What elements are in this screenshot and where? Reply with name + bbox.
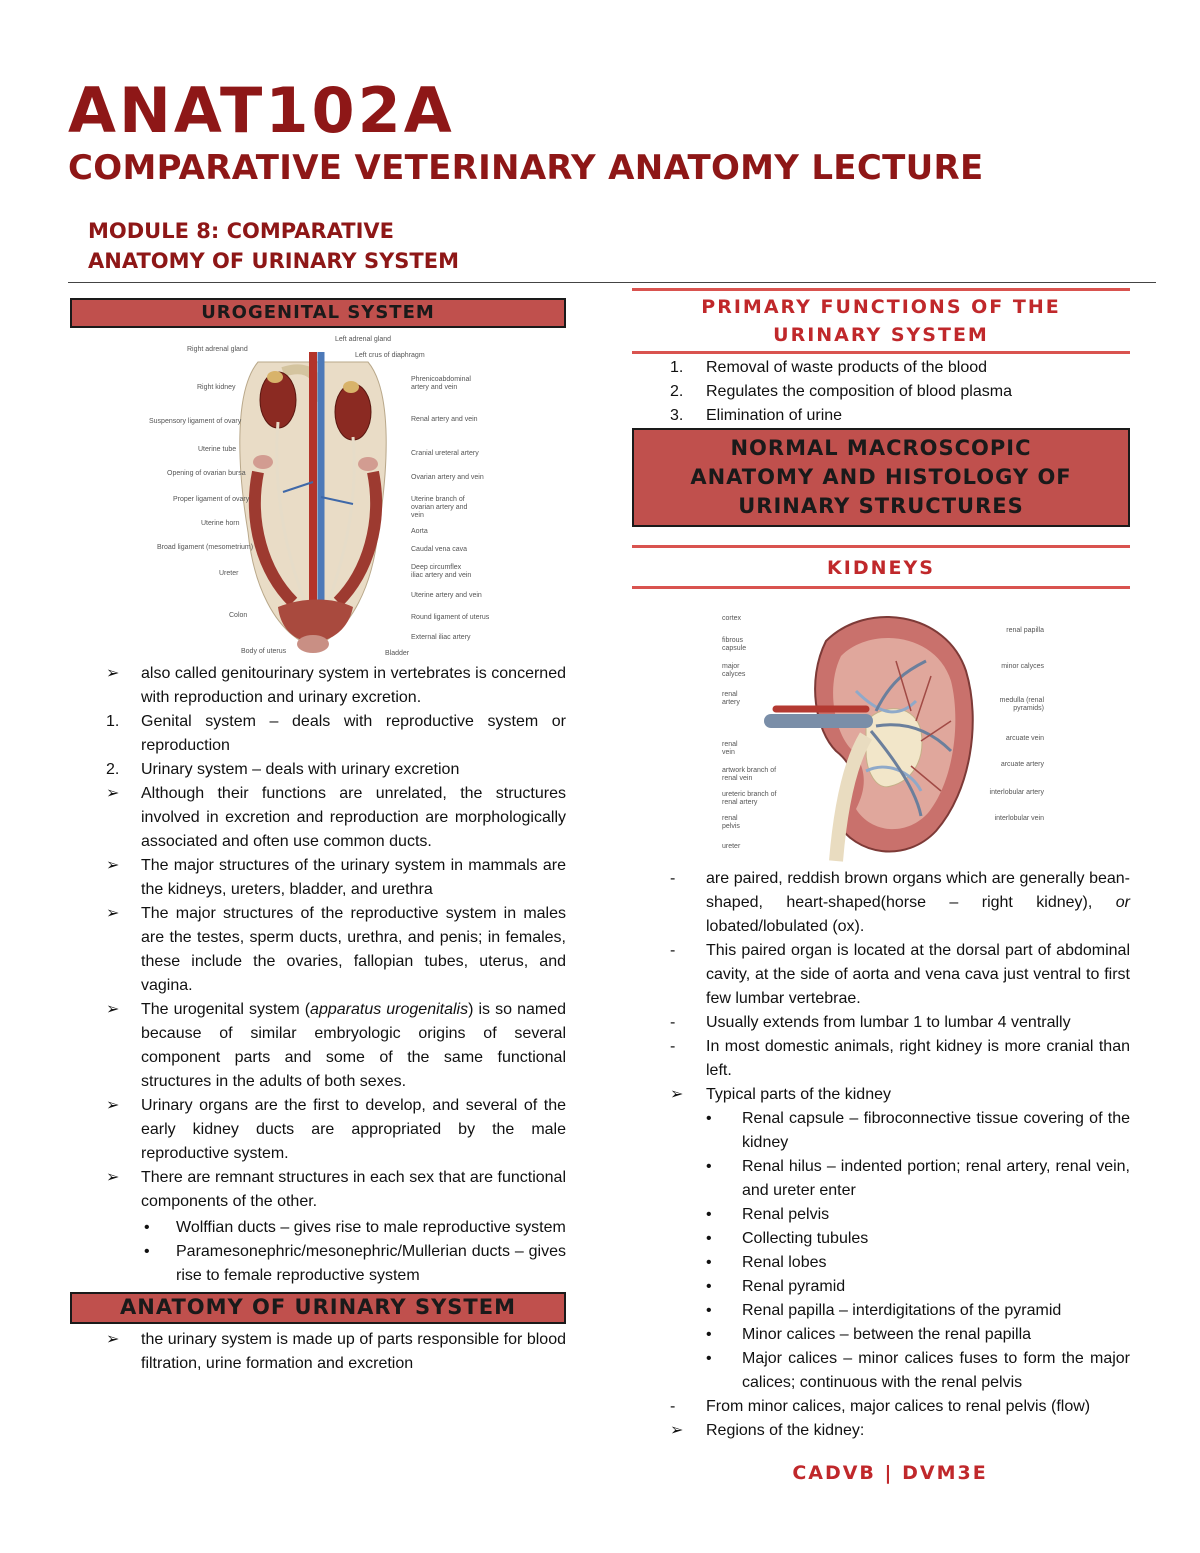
list-item	[632, 1011, 1130, 1035]
kidney-label-renal-vein: renal vein	[722, 741, 738, 756]
kidney-label-ureteric-branch: ureteric branch of renal artery	[722, 791, 777, 806]
list-item-text: Renal capsule – fibroconnective tissue covering of the kidney	[742, 1110, 1130, 1151]
list-item-text: Usually extends from lumbar 1 to lumbar 4 ventrally	[706, 1014, 1071, 1031]
bullet-marker: ➢	[106, 1001, 120, 1018]
dot-marker: •	[144, 1219, 150, 1236]
list-item	[70, 758, 566, 782]
kidney-label-renal-artery: renal artery	[722, 691, 740, 706]
list-item	[632, 1203, 1130, 1227]
fig-label-body-of-uterus: Body of uterus	[241, 648, 287, 655]
functions-heading-line-2: URINARY SYSTEM	[773, 324, 989, 346]
list-item-text: Collecting tubules	[742, 1230, 869, 1247]
list-item	[632, 939, 1130, 1011]
list-item	[632, 1419, 1130, 1443]
fig-label-uterine-tube: Uterine tube	[198, 446, 237, 453]
fig-label-right-adrenal: Right adrenal gland	[187, 346, 248, 353]
kidney-label-renal-papilla: renal papilla	[1006, 627, 1044, 634]
fig-label-deep-circumflex: Deep circumflex iliac artery and vein	[411, 564, 472, 579]
kidney-label-arcuate-artery: arcuate artery	[1000, 761, 1044, 768]
list-item-text: Regulates the composition of blood plasma	[706, 383, 1012, 400]
list-item	[632, 1035, 1130, 1083]
fig-label-left-crus: Left crus of diaphragm	[355, 352, 425, 359]
list-item	[70, 1216, 566, 1240]
fig-label-ovarian-bursa: Opening of ovarian bursa	[167, 470, 246, 477]
list-item	[70, 662, 566, 710]
functions-list	[632, 356, 1130, 428]
fig-label-proper-ligament: Proper ligament of ovary	[173, 496, 250, 503]
normal-heading-line-1: NORMAL MACROSCOPIC	[730, 436, 1032, 460]
list-item	[632, 1083, 1130, 1107]
kidney-label-minor-calyces: minor calyces	[1001, 663, 1044, 670]
functions-heading-line-1: PRIMARY FUNCTIONS OF THE	[701, 296, 1061, 318]
fig-label-uterine-horn: Uterine horn	[201, 520, 240, 527]
dash-marker: -	[670, 1398, 676, 1415]
kidney-illustration	[716, 601, 1046, 863]
list-item-text: Renal lobes	[742, 1254, 827, 1271]
bullet-marker: ➢	[106, 905, 120, 922]
kidney-label-arcuate-vein: arcuate vein	[1005, 735, 1044, 742]
normal-heading-line-3: URINARY STRUCTURES	[738, 494, 1024, 518]
list-item	[632, 1275, 1130, 1299]
kidney-label-cortex: cortex	[722, 615, 742, 622]
bullet-marker: ➢	[670, 1422, 684, 1439]
list-item-text: Paramesonephric/mesonephric/Mullerian ducts – gives rise to female reproductive system	[176, 1243, 566, 1284]
list-item	[632, 1227, 1130, 1251]
page-footer: CADVB | DVM3E	[792, 1462, 988, 1484]
list-item-text: Although their functions are unrelated, the structures involved in excretion and reproduction are morphologically associated and often use common ducts.	[141, 785, 566, 850]
fig-label-left-adrenal: Left adrenal gland	[335, 336, 392, 343]
anatomy-list	[70, 1328, 566, 1376]
list-item-text: Renal pyramid	[742, 1278, 846, 1295]
dash-marker: -	[670, 1014, 676, 1031]
list-item	[70, 998, 566, 1094]
list-item	[632, 404, 1130, 428]
list-item-text: Renal papilla – interdigitations of the pyramid	[742, 1302, 1062, 1319]
list-item-text: are paired, reddish brown organs which are generally bean-shaped, heart-shaped(horse – right kidney),	[706, 870, 1130, 911]
list-item	[632, 1395, 1130, 1419]
urogenital-heading: UROGENITAL SYSTEM	[70, 298, 566, 328]
bullet-marker: ➢	[106, 1169, 120, 1186]
kidney-label-medulla: medulla (renal pyramids)	[999, 697, 1044, 712]
list-item-text: In most domestic animals, right kidney is more cranial than left.	[706, 1038, 1130, 1079]
kidney-label-fibrous-capsule: fibrous capsule	[722, 637, 747, 652]
list-item-text: The major structures of the reproductive system in males are the testes, sperm ducts, urethra, and penis; in females, these include the ovaries, fallopian tubes, uterus, and vagina.	[141, 905, 566, 994]
header-divider	[68, 282, 1156, 283]
fig-label-cranial-ureteral: Cranial ureteral artery	[411, 450, 479, 457]
normal-anatomy-heading	[632, 428, 1130, 527]
list-item-text: Urinary organs are the first to develop, and several of the early kidney ducts are appropriated by the male reproductive system.	[141, 1097, 566, 1162]
number-marker: 1.	[670, 359, 684, 376]
list-item-text: Minor calices – between the renal papilla	[742, 1326, 1032, 1343]
number-marker: 1.	[106, 713, 120, 730]
module-line-1: MODULE 8: COMPARATIVE	[88, 219, 394, 243]
normal-heading-line-2: ANATOMY AND HISTOLOGY OF	[690, 465, 1072, 489]
dash-marker: -	[670, 942, 676, 959]
dash-marker: -	[670, 1038, 676, 1055]
kidneys-heading: KIDNEYS	[632, 545, 1130, 589]
anatomy-heading: ANATOMY OF URINARY SYSTEM	[70, 1292, 566, 1324]
dot-marker: •	[144, 1243, 150, 1260]
list-item	[632, 1155, 1130, 1203]
dot-marker: •	[706, 1230, 712, 1247]
list-item-text: Renal pelvis	[742, 1206, 830, 1223]
list-item-text: Major calices – minor calices fuses to form the major calices; continuous with the renal pelvis	[742, 1350, 1130, 1391]
kidney-label-artwork-branch: artwork branch of renal vein	[722, 767, 777, 782]
bullet-marker: ➢	[106, 857, 120, 874]
urogenital-list	[70, 662, 566, 1288]
right-column	[632, 288, 1130, 1443]
fig-label-uterine-artery: Uterine artery and vein	[411, 592, 482, 599]
fig-label-bladder: Bladder	[385, 650, 410, 657]
list-item	[632, 356, 1130, 380]
bullet-marker: ➢	[670, 1086, 684, 1103]
list-item-text: From minor calices, major calices to renal pelvis (flow)	[706, 1398, 1091, 1415]
fig-label-ureter: Ureter	[219, 570, 239, 577]
list-item-text: lobated/lobulated (ox).	[706, 918, 865, 935]
dash-marker: -	[670, 870, 676, 887]
list-item	[70, 710, 566, 758]
list-item-text: Urinary system – deals with urinary excretion	[141, 761, 460, 778]
fig-label-caudal-vena-cava: Caudal vena cava	[411, 546, 468, 553]
italic-text: or	[1115, 894, 1130, 911]
fig-label-ovarian-artery: Ovarian artery and vein	[411, 474, 484, 481]
kidney-figure	[716, 601, 1046, 863]
fig-label-round-ligament: Round ligament of uterus	[411, 614, 490, 621]
list-item-text: Elimination of urine	[706, 407, 843, 424]
list-item	[70, 1328, 566, 1376]
fig-label-right-kidney: Right kidney	[197, 384, 236, 391]
course-code: ANAT102A	[68, 74, 455, 147]
bullet-marker: ➢	[106, 1097, 120, 1114]
list-item-text: Renal hilus – indented portion; renal artery, renal vein, and ureter enter	[742, 1158, 1130, 1199]
latin-term: apparatus urogenitalis	[310, 1001, 469, 1018]
fig-label-uterine-branch: Uterine branch of ovarian artery and vein	[411, 496, 468, 519]
list-item	[632, 1347, 1130, 1395]
list-item-text: Genital system – deals with reproductive system or reproduction	[141, 713, 566, 754]
kidney-label-renal-pelvis: renal pelvis	[722, 815, 740, 830]
dot-marker: •	[706, 1302, 712, 1319]
list-item-text: Regions of the kidney:	[706, 1422, 865, 1439]
dot-marker: •	[706, 1110, 712, 1127]
module-title	[88, 216, 568, 276]
list-item-text: This paired organ is located at the dorsal part of abdominal cavity, at the side of aorta and vena cava just ventral to first few lumbar vertebrae.	[706, 942, 1130, 1007]
dot-marker: •	[706, 1350, 712, 1367]
dot-marker: •	[706, 1278, 712, 1295]
kidney-label-interlobular-vein: interlobular vein	[994, 815, 1044, 822]
kidney-label-interlobular-artery: interlobular artery	[989, 789, 1044, 796]
course-title: COMPARATIVE VETERINARY ANATOMY LECTURE	[68, 148, 984, 188]
list-item	[632, 1299, 1130, 1323]
bullet-marker: ➢	[106, 785, 120, 802]
fig-label-suspensory-ligament: Suspensory ligament of ovary	[149, 418, 242, 425]
list-item	[632, 867, 1130, 939]
kidney-label-major-calyces: major calyces	[722, 663, 746, 678]
list-item-text: Removal of waste products of the blood	[706, 359, 988, 376]
list-item	[632, 1251, 1130, 1275]
list-item	[70, 854, 566, 902]
fig-label-broad-ligament: Broad ligament (mesometrium)	[157, 544, 254, 551]
list-item-text: There are remnant structures in each sex that are functional components of the other.	[141, 1169, 566, 1210]
list-item	[632, 1107, 1130, 1155]
list-item	[632, 380, 1130, 404]
number-marker: 2.	[106, 761, 120, 778]
fig-label-aorta: Aorta	[411, 528, 428, 535]
dot-marker: •	[706, 1326, 712, 1343]
list-item	[70, 782, 566, 854]
dot-marker: •	[706, 1206, 712, 1223]
list-item-text: Wolffian ducts – gives rise to male reproductive system	[176, 1219, 566, 1236]
bullet-marker: ➢	[106, 665, 120, 682]
list-item	[70, 1094, 566, 1166]
kidney-list	[632, 867, 1130, 1443]
dot-marker: •	[706, 1254, 712, 1271]
bullet-marker: ➢	[106, 1331, 120, 1348]
functions-heading	[632, 288, 1130, 354]
dot-marker: •	[706, 1158, 712, 1175]
module-line-2: ANATOMY OF URINARY SYSTEM	[88, 249, 459, 273]
list-item-text: ) is so named because of similar embryologic origins of several component parts and some of the same functional structures in the adults of both sexes.	[141, 1001, 567, 1090]
left-column	[70, 298, 566, 1376]
list-item	[70, 1166, 566, 1214]
number-marker: 3.	[670, 407, 684, 424]
fig-label-external-iliac: External iliac artery	[411, 634, 471, 641]
list-item-text: Typical parts of the kidney	[706, 1086, 891, 1103]
fig-label-colon: Colon	[229, 612, 248, 619]
urogenital-figure	[149, 332, 490, 658]
fig-label-renal-artery-vein: Renal artery and vein	[411, 416, 478, 423]
fig-label-phrenicoabdominal: Phrenicoabdominal artery and vein	[411, 376, 471, 391]
list-item	[632, 1323, 1130, 1347]
number-marker: 2.	[670, 383, 684, 400]
list-item	[70, 1240, 566, 1288]
list-item-text: The major structures of the urinary system in mammals are the kidneys, ureters, bladder, and urethra	[141, 857, 566, 898]
list-item	[70, 902, 566, 998]
kidney-label-ureter: ureter	[722, 843, 741, 850]
list-item-text: also called genitourinary system in vertebrates is concerned with reproduction and urinary excretion.	[141, 665, 566, 706]
list-item-text: The urogenital system (	[141, 1001, 311, 1018]
list-item-text: the urinary system is made up of parts responsible for blood filtration, urine formation and excretion	[141, 1331, 566, 1372]
